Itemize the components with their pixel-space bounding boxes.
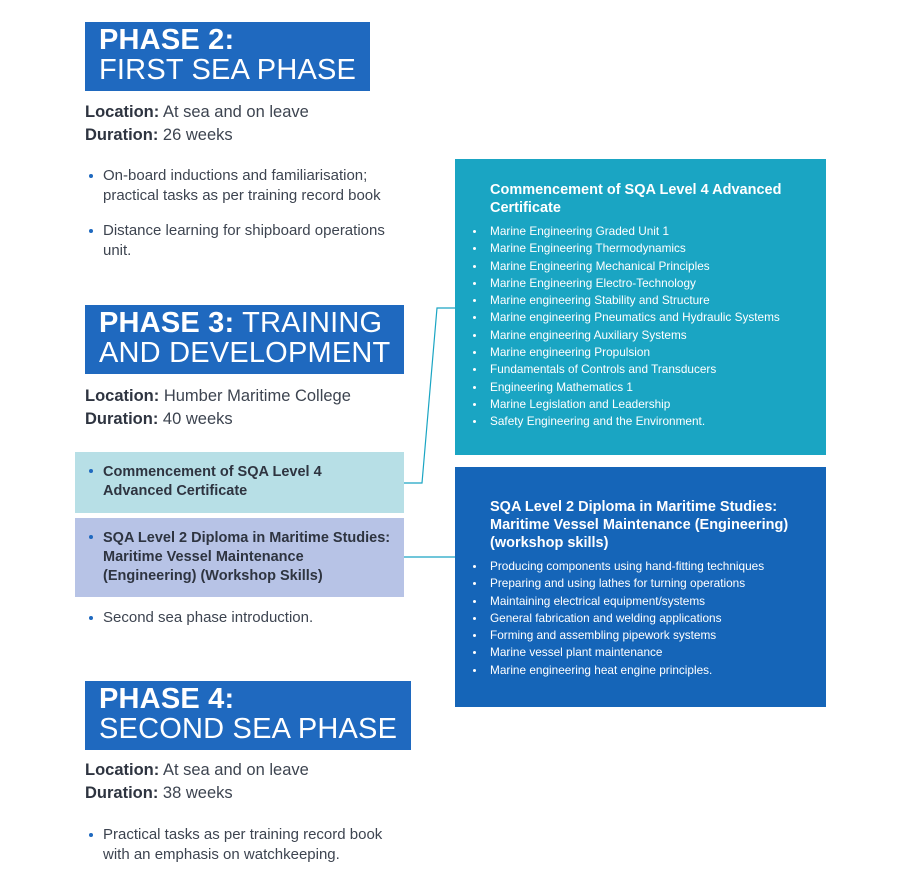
phase3-duration-label: Duration: xyxy=(85,410,159,428)
phase2-location-label: Location: xyxy=(85,103,160,121)
phase4-location xyxy=(85,759,309,781)
list-item: Marine Engineering Electro-Technology xyxy=(490,275,806,292)
list-item: Marine Legislation and Leadership xyxy=(490,396,806,413)
phase4-location-value: At sea and on leave xyxy=(162,761,309,779)
phase4-location-label: Location: xyxy=(85,761,160,779)
list-item: Forming and assembling pipework systems xyxy=(490,627,806,644)
bullet-dot xyxy=(89,535,93,539)
list-item: Engineering Mathematics 1 xyxy=(490,379,806,396)
list-item: Marine Engineering Mechanical Principles xyxy=(490,258,806,275)
phase4-duration-label: Duration: xyxy=(85,784,159,802)
phase4-title-bold: PHASE 4: xyxy=(99,683,235,715)
list-item: Safety Engineering and the Environment. xyxy=(490,413,806,430)
phase3-location xyxy=(85,385,351,407)
bullet-dot xyxy=(89,469,93,473)
list-item: Maintaining electrical equipment/systems xyxy=(490,593,806,610)
panel-sqa-level2-list xyxy=(490,558,806,679)
list-item: Marine Engineering Thermodynamics xyxy=(490,240,806,257)
phase2-title xyxy=(85,22,370,91)
phase3-duration-value: 40 weeks xyxy=(162,410,233,428)
phase3-duration xyxy=(85,408,233,430)
list-item: Marine vessel plant maintenance xyxy=(490,644,806,661)
phase2-bullets xyxy=(85,166,403,276)
phase3-title-rest2: AND DEVELOPMENT xyxy=(99,337,391,369)
phase3-highlight-sqa2 xyxy=(75,518,404,597)
phase2-duration-value: 26 weeks xyxy=(162,126,233,144)
list-item: Fundamentals of Controls and Transducers xyxy=(490,361,806,378)
panel-sqa-level4 xyxy=(455,159,826,455)
phase3-title-bold: PHASE 3: xyxy=(99,307,235,339)
list-item: Marine engineering Propulsion xyxy=(490,344,806,361)
phase2-duration-label: Duration: xyxy=(85,126,159,144)
list-item: Marine engineering Pneumatics and Hydraulic Systems xyxy=(490,309,806,326)
phase3-bullets xyxy=(85,608,403,643)
phase3-title-rest1: TRAINING xyxy=(242,307,383,339)
list-item: Producing components using hand-fitting techniques xyxy=(490,558,806,575)
panel-sqa-level4-heading: Commencement of SQA Level 4 Advanced Certificate xyxy=(490,182,782,216)
phase3-highlight-sqa4-text: Commencement of SQA Level 4 Advanced Certificate xyxy=(103,464,322,499)
list-item: Marine engineering heat engine principles. xyxy=(490,662,806,679)
phase4-bullet: Practical tasks as per training record book with an emphasis on watchkeeping. xyxy=(85,825,403,865)
panel-sqa-level4-list xyxy=(490,223,806,431)
phase4-bullets xyxy=(85,825,403,880)
panel-sqa-level2-heading: SQA Level 2 Diploma in Maritime Studies: Maritime Vessel Maintenance (Engineering) (workshop skills) xyxy=(490,499,789,551)
list-item: General fabrication and welding applications xyxy=(490,610,806,627)
phase3-location-value: Humber Maritime College xyxy=(163,387,351,405)
phase3-highlight-sqa2-text: SQA Level 2 Diploma in Maritime Studies: Maritime Vessel Maintenance (Engineering) (Workshop Skills) xyxy=(103,530,391,584)
phase4-title xyxy=(85,681,411,750)
phase4-duration-value: 38 weeks xyxy=(162,784,233,802)
phase2-bullet: Distance learning for shipboard operations unit. xyxy=(85,221,403,261)
phase2-location xyxy=(85,101,309,123)
phase3-highlight-sqa4 xyxy=(75,452,404,513)
phase2-location-value: At sea and on leave xyxy=(162,103,309,121)
phase2-title-bold: PHASE 2: xyxy=(99,24,235,56)
phase2-bullet: On-board inductions and familiarisation; practical tasks as per training record book xyxy=(85,166,403,206)
connector-sqa4 xyxy=(404,308,455,483)
list-item: Marine Engineering Graded Unit 1 xyxy=(490,223,806,240)
list-item: Marine engineering Auxiliary Systems xyxy=(490,327,806,344)
list-item: Marine engineering Stability and Structure xyxy=(490,292,806,309)
phase2-duration xyxy=(85,124,233,146)
phase3-title xyxy=(85,305,404,374)
phase4-duration xyxy=(85,782,233,804)
list-item: Preparing and using lathes for turning operations xyxy=(490,575,806,592)
phase4-title-rest: SECOND SEA PHASE xyxy=(99,713,398,745)
phase3-location-label: Location: xyxy=(85,387,160,405)
panel-sqa-level2 xyxy=(455,467,826,707)
phase2-title-rest: FIRST SEA PHASE xyxy=(99,54,357,86)
phase3-bullet: Second sea phase introduction. xyxy=(85,608,403,628)
